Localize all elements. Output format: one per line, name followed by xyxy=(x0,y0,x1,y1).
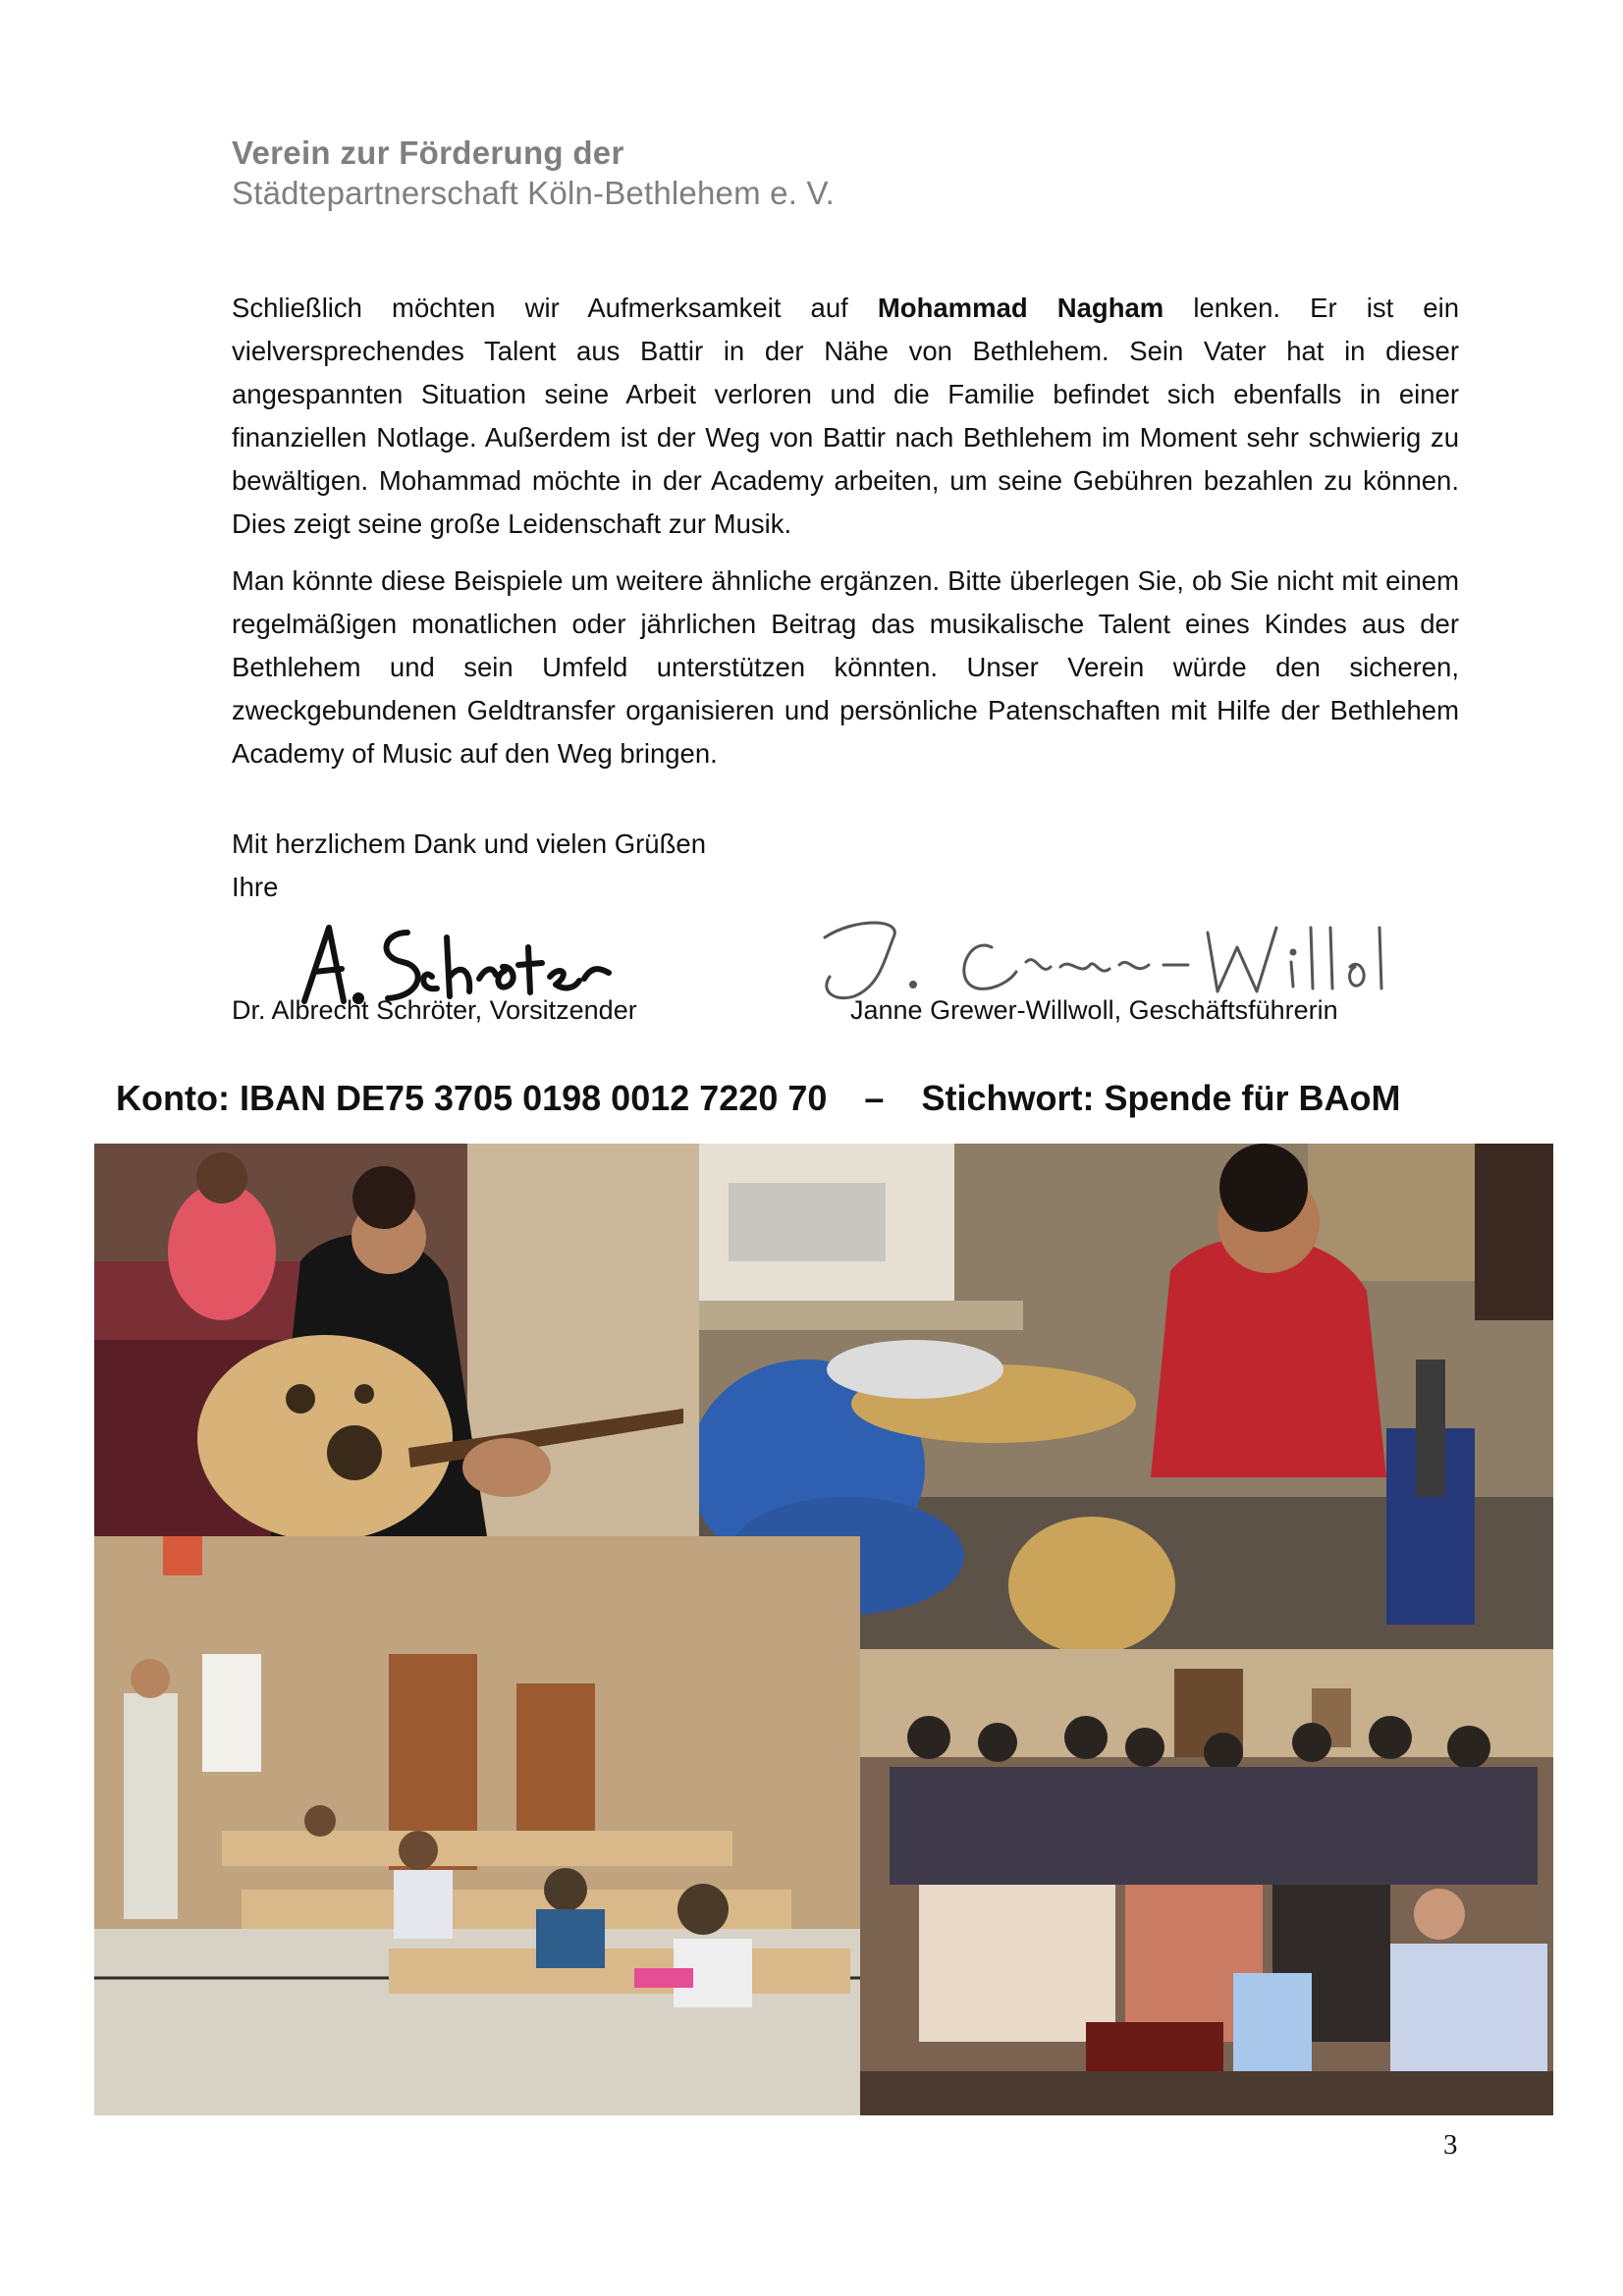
signatory-name-2: Janne Grewer-Willwoll, Geschäftsführerin xyxy=(850,995,1338,1025)
photo-girl-playing-oud xyxy=(94,1144,699,1536)
keyword-text: Stichwort: Spende für BAoM xyxy=(921,1078,1401,1118)
paragraph1-text-end: lenken. Er ist ein vielversprechendes Talent aus Battir in der Nähe von Bethlehem. Sein Vater hat in dieser angespannten Situation seine Arbeit verloren und die Familie befindet sich ebenfalls in einer finanziellen Notlage. Außerdem ist der Weg von Battir nach Bethlehem im Moment sehr schwierig zu bewältigen. Mohammad möchte in der Academy arbeiten, um seine Gebühren bezahlen zu können. Dies zeigt seine große Leidenschaft zur Musik. xyxy=(232,293,1460,539)
photo-group-teachers xyxy=(860,1649,1553,2115)
closing xyxy=(232,823,706,909)
paragraph1-name-bold: Mohammad Nagham xyxy=(877,293,1164,323)
signatory-name-1: Dr. Albrecht Schröter, Vorsitzender xyxy=(232,995,637,1025)
photo-classroom-image xyxy=(94,1536,860,2115)
account-separator: – xyxy=(864,1078,885,1118)
photo-classroom-children xyxy=(94,1536,860,2115)
iban-text: Konto: IBAN DE75 3705 0198 0012 7220 70 xyxy=(116,1078,828,1118)
bank-account-line xyxy=(116,1076,1510,1121)
paragraph2-text: Man könnte diese Beispiele um weitere ähnliche ergänzen. Bitte überlegen Sie, ob Sie nicht mit einem regelmäßigen monatlichen oder jährlichen Beitrag das musikalische Talent eines Kindes aus der Bethlehem und sein Umfeld unterstützen könnten. Unser Verein würde den sicheren, zweckgebundenen Geldtransfer organisieren und persönliche Patenschaften mit Hilfe der Bethlehem Academy of Music auf den Weg bringen. xyxy=(232,565,1459,769)
closing-greeting: Mit herzlichem Dank und vielen Grüßen xyxy=(232,828,706,859)
photo-group-image xyxy=(860,1649,1553,2115)
letterhead xyxy=(232,133,835,214)
paragraph-mohammad xyxy=(232,287,1459,546)
paragraph1-text-start: Schließlich möchten wir Aufmerksamkeit auf xyxy=(232,293,878,323)
letterhead-line1: Verein zur Förderung der xyxy=(232,134,624,171)
paragraph-appeal xyxy=(232,560,1459,775)
photo-oud-image xyxy=(94,1144,699,1536)
page-number: 3 xyxy=(1443,2129,1458,2161)
letterhead-line2: Städtepartnerschaft Köln-Bethlehem e. V. xyxy=(232,175,835,211)
closing-ihre: Ihre xyxy=(232,872,279,902)
